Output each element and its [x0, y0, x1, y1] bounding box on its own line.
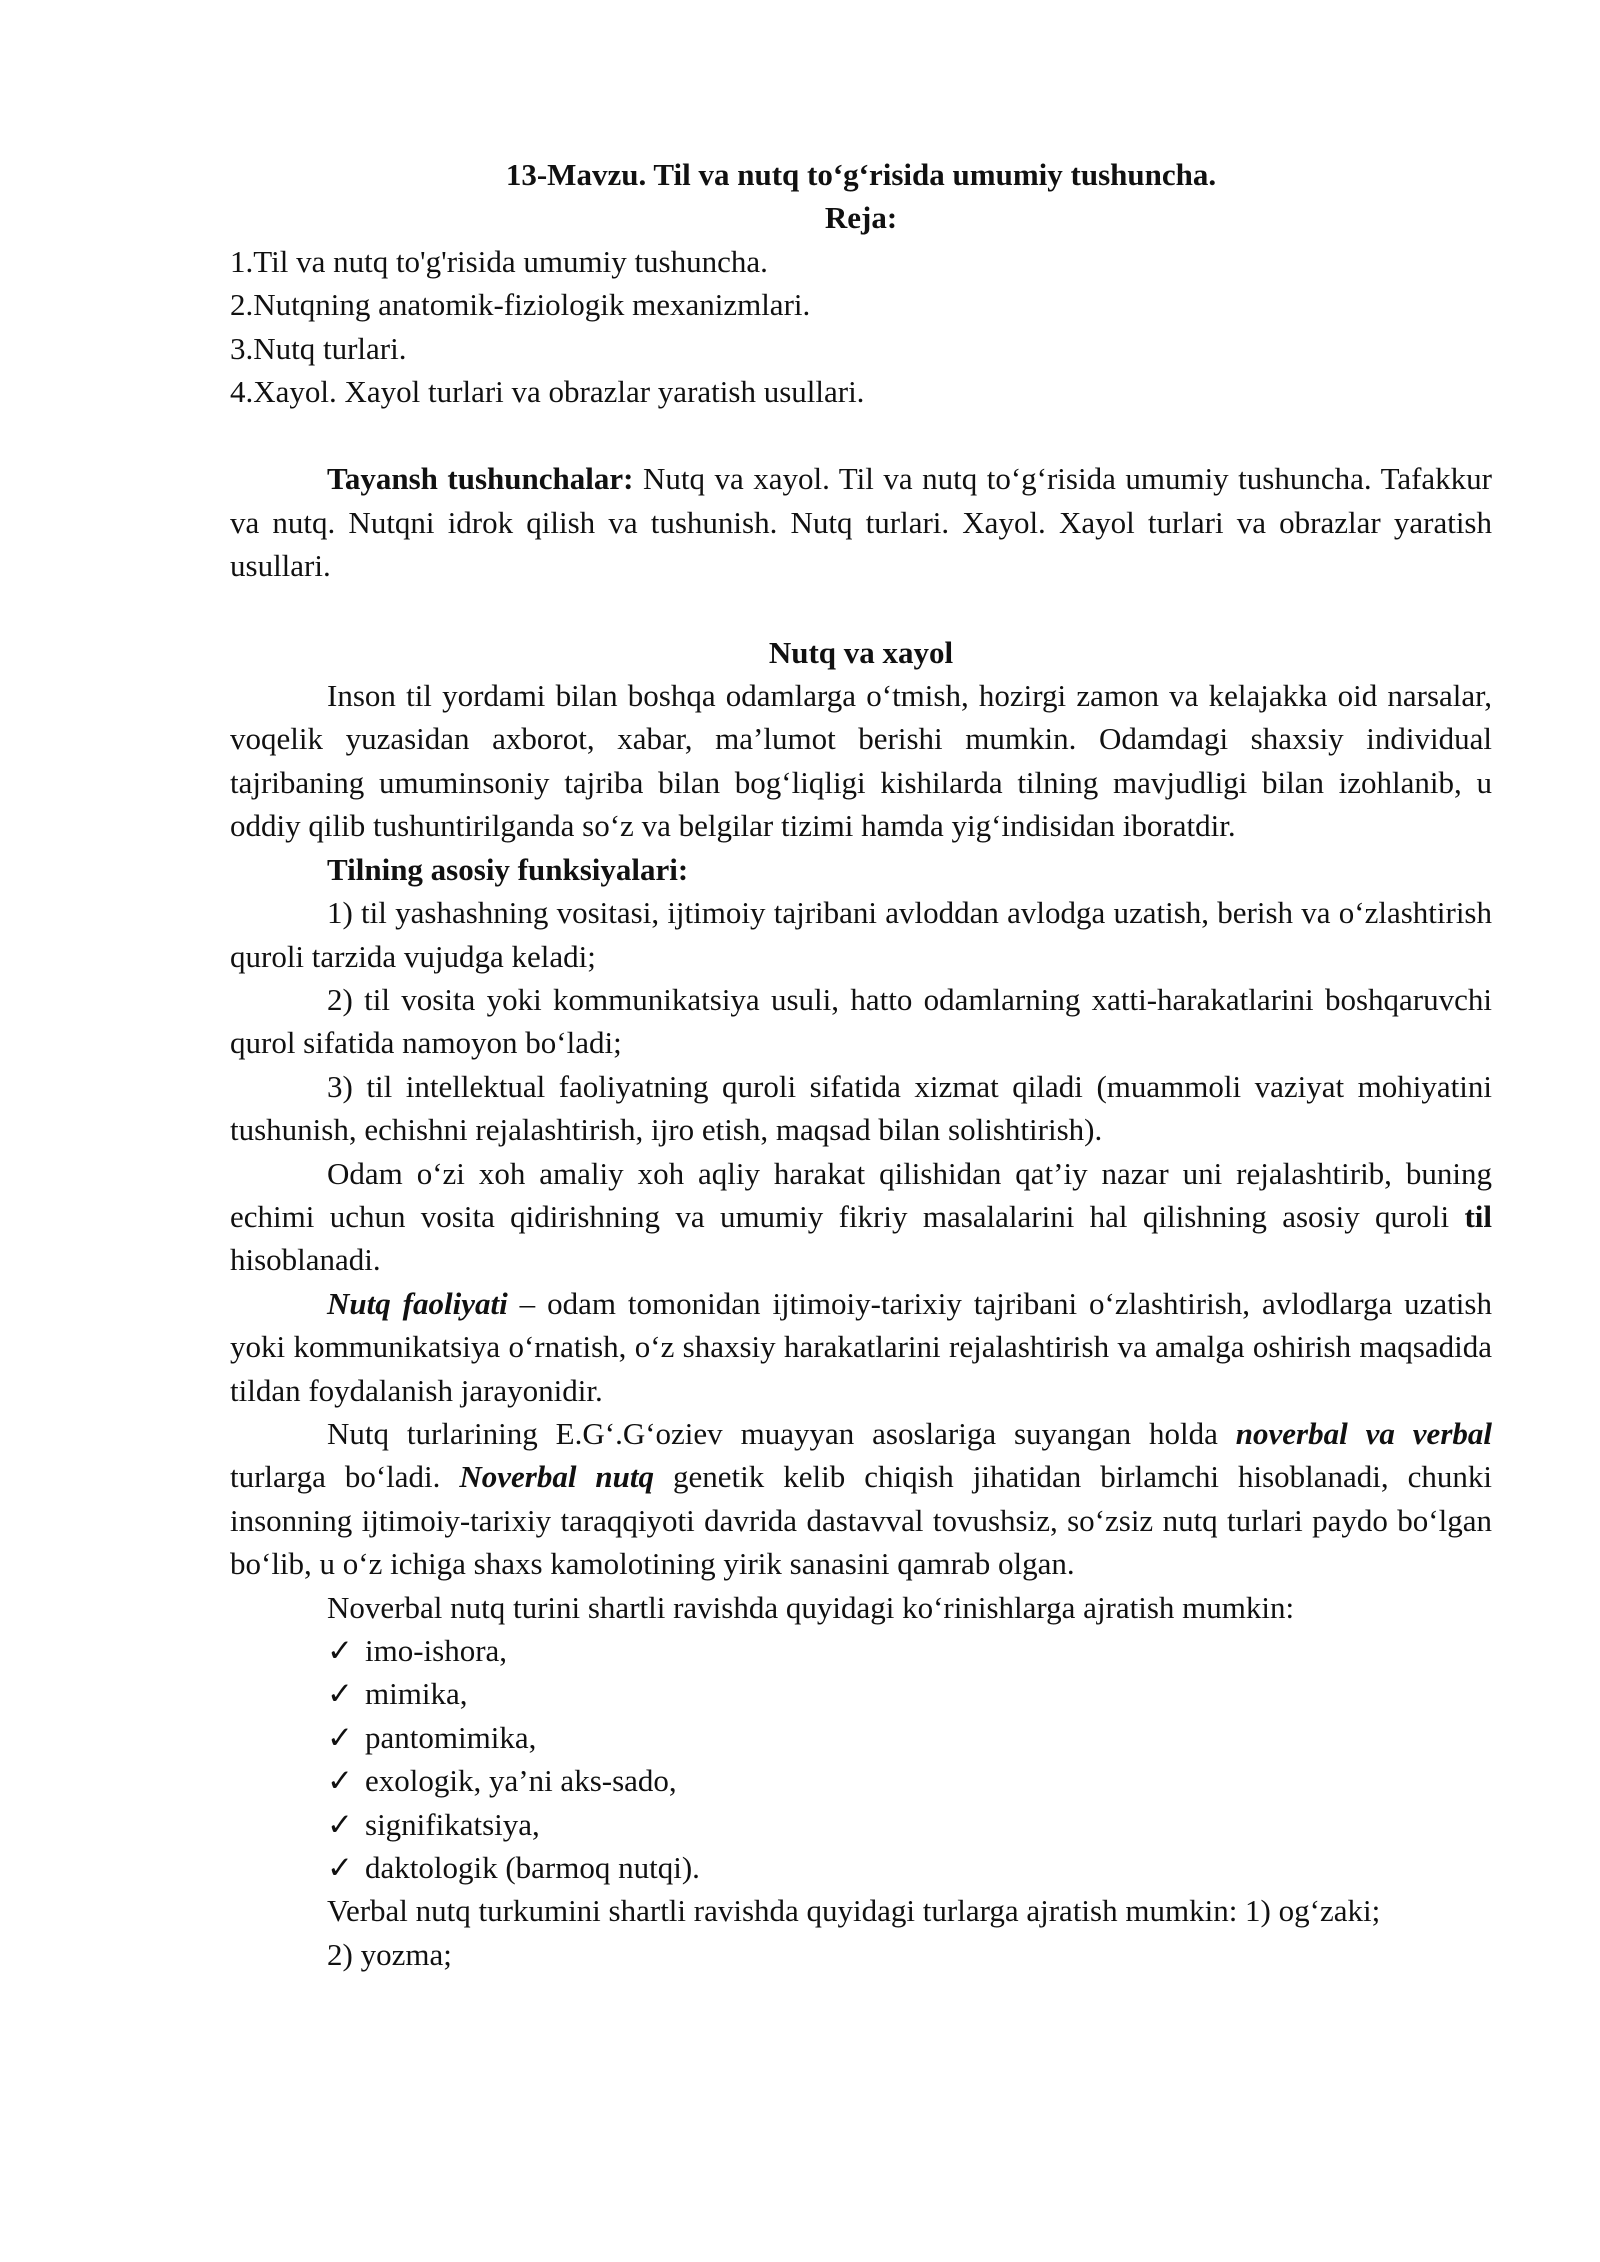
- plan-list: [230, 240, 1492, 414]
- tool-bold-word: til: [1464, 1198, 1492, 1234]
- function-item: 1) til yashashning vositasi, ijtimoiy tajribani avloddan avlodga uzatish, berish va o‘zlashtirish quroli tarzida vujudga keladi;: [230, 895, 1492, 974]
- speech-activity-term: Nutq faoliyati: [327, 1285, 508, 1321]
- checkmark-icon: ✓: [327, 1719, 353, 1755]
- key-concepts-paragraph: [230, 457, 1492, 587]
- plan-item: 1.Til va nutq to'g'risida umumiy tushuncha.: [230, 243, 768, 279]
- verbal-intro: Verbal nutq turkumini shartli ravishda quyidagi turlarga ajratish mumkin: 1) og‘zaki;: [327, 1893, 1381, 1929]
- types-paragraph: [230, 1412, 1492, 1586]
- list-item: [230, 1716, 1492, 1759]
- plan-item: 3.Nutq turlari.: [230, 330, 407, 366]
- speech-activity-paragraph: [230, 1282, 1492, 1412]
- list-item-text: pantomimika,: [365, 1719, 537, 1755]
- list-item: [230, 1672, 1492, 1715]
- types-term1: noverbal va verbal: [1235, 1415, 1492, 1451]
- key-concepts-label: Tayansh tushunchalar:: [327, 461, 634, 497]
- verbal-item: 2) yozma;: [327, 1936, 452, 1972]
- key-concepts-text: Nutq va xayol. Til va nutq to‘g‘risida umumiy tushuncha. Tafakkur va nutq. Nutqni idrok qilish va tushunish. Nutq turlari. Xayol. Xayol turlari va obrazlar yaratish usullari.: [230, 461, 1493, 584]
- function-item: 2) til vosita yoki kommunikatsiya usuli, hatto odamlarning xatti-harakatlarini boshqaruvchi qurol sifatida namoyon bo‘ladi;: [230, 981, 1492, 1061]
- checkmark-icon: ✓: [327, 1676, 353, 1712]
- types-part2: turlarga bo‘ladi.: [230, 1459, 460, 1495]
- list-item-text: mimika,: [365, 1676, 468, 1712]
- checkmark-icon: ✓: [327, 1633, 353, 1668]
- list-item-text: daktologik (barmoq nutqi).: [365, 1850, 700, 1886]
- nonverbal-intro: Noverbal nutq turini shartli ravishda quyidagi ko‘rinishlarga ajratish mumkin:: [327, 1589, 1295, 1625]
- plan-heading: Reja:: [824, 200, 898, 236]
- topic-title: 13-Mavzu. Til va nutq to‘g‘risida umumiy tushuncha.: [505, 157, 1217, 192]
- list-item: [230, 1846, 1492, 1889]
- page-content: [230, 153, 1492, 1976]
- checkmark-icon: ✓: [327, 1806, 353, 1842]
- tool-paragraph: [230, 1152, 1492, 1282]
- list-item: [230, 1759, 1492, 1802]
- types-part1: Nutq turlarining E.G‘.G‘oziev muayyan asoslariga suyangan holda: [327, 1415, 1236, 1451]
- tool-text-before: Odam o‘zi xoh amaliy xoh aqliy harakat qilishidan qat’iy nazar uni rejalashtirib, buning echimi uchun vosita qidirishning va umumiy fikriy masalalarini hal qilishning asosiy quroli: [230, 1155, 1492, 1234]
- function-item: 3) til intellektual faoliyatning quroli sifatida xizmat qiladi (muammoli vaziyat mohiyatini tushunish, echishni rejalashtirish, ijro etish, maqsad bilan solishtirish).: [230, 1068, 1492, 1148]
- list-item: [230, 1803, 1492, 1846]
- plan-item: 4.Xayol. Xayol turlari va obrazlar yaratish usullari.: [230, 374, 865, 410]
- spacer: [230, 413, 1492, 457]
- checkmark-icon: ✓: [327, 1850, 353, 1886]
- list-item-text: imo-ishora,: [365, 1633, 508, 1668]
- list-item-text: signifikatsiya,: [365, 1806, 540, 1842]
- tool-text-after: hisoblanadi.: [230, 1242, 381, 1278]
- intro-paragraph: Inson til yordami bilan boshqa odamlarga o‘tmish, hozirgi zamon va kelajakka oid narsalar, voqelik yuzasidan axborot, xabar, ma’lumot berishi mumkin. Odamdagi shaxsiy individual tajribaning umuminsoniy tajriba bilan bog‘liqligi kishilarda tilning mavjudligi bilan izohlanib, u oddiy qilib tushuntirilganda so‘z va belgilar tizimi hamda yig‘indisidan iboratdir.: [230, 678, 1492, 844]
- list-item-text: exologik, ya’ni aks-sado,: [365, 1763, 677, 1799]
- checkmark-icon: ✓: [327, 1763, 353, 1799]
- spacer: [230, 588, 1492, 631]
- list-item: [230, 1629, 1492, 1672]
- functions-heading: Tilning asosiy funksiyalari:: [327, 851, 689, 887]
- section-heading: Nutq va xayol: [768, 634, 954, 670]
- speech-activity-text: – odam tomonidan ijtimoiy-tarixiy tajribani o‘zlashtirish, avlodlarga uzatish yoki kommunikatsiya o‘rnatish, o‘z shaxsiy harakatlarini rejalashtirish va amalga oshirish maqsadida tildan foydalanish jarayonidir.: [230, 1285, 1492, 1408]
- types-term2: Noverbal nutq: [459, 1459, 655, 1495]
- types-part3: genetik kelib chiqish jihatidan birlamchi hisoblanadi, chunki insonning ijtimoiy-tarixiy taraqqiyoti davrida dastavval tovushsiz, so‘zsiz nutq turlari paydo bo‘lgan bo‘lib, u o‘z ichiga shaxs kamolotining yirik sanasini qamrab olgan.: [230, 1459, 1492, 1582]
- plan-item: 2.Nutqning anatomik-fiziologik mexanizmlari.: [230, 287, 811, 323]
- nonverbal-list: [230, 1629, 1492, 1889]
